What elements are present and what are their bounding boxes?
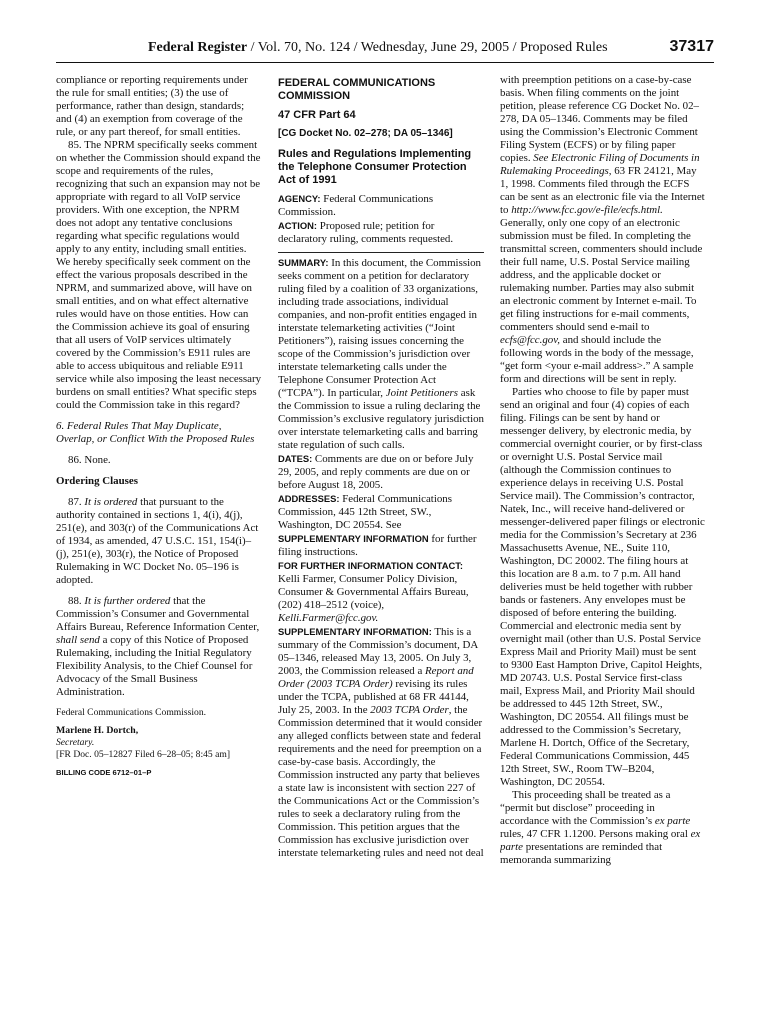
p87-text: that pursuant to the authority contained in sections 1, 4(i), 4(j), 251(e), and 303(r) of the Communications Act of 1934, as amended, 47 U.S.C. 151, 154(i)–(j), 251(e), 303(r), the Notice of Proposed Rulemaking in WC Docket No. 05–196 is adopted. — [56, 496, 259, 586]
paragraph-85: 85. The NPRM specifically seeks comment on whether the Commission should expand the scope and requirements of the rules, recognizing that such an expansion may not be appropriate with regard to all VoIP service providers. With one exception, the NPRM does not adopt any tentative conclusions regarding what specific regulations would apply to any entity, including small entities. We hereby specifically seek comment on the effect the various proposals described in the NPRM, and summarized above, will have on small entities, and on what effect alternative rules would have on those entities. How can the Commission achieve its goal of ensuring that all users of VoIP services ultimately covered by the Commission’s E911 rules are able to access ubiquitous and reliable E911 service while also imposing the least necessary burdens on small entities? What specific steps could the Commission take in this regard? — [56, 139, 262, 411]
paragraph-87 — [56, 496, 262, 587]
exparte-text-c: presentations are reminded that memoranda summarizing — [500, 841, 663, 866]
addresses-field — [278, 492, 484, 559]
p87-number: 87. — [68, 496, 85, 508]
supp-text-a: This is a summary of the Commission’s document, DA 05–1346, released May 13, 2005. On July 3, 2003, the Commission released a — [278, 626, 478, 677]
agency-label: AGENCY: — [278, 193, 321, 204]
exparte-emphasis-2: ex parte — [500, 828, 701, 853]
contact-field — [278, 559, 484, 625]
column-1 — [56, 74, 262, 1022]
p88-emphasis-2: shall send — [56, 634, 100, 646]
paragraph-86: 86. None. — [68, 454, 111, 466]
p88-number: 88. — [68, 595, 85, 607]
ex-parte-paragraph — [500, 789, 706, 867]
exparte-emphasis-1: ex parte — [654, 815, 691, 827]
fr-doc-line: [FR Doc. 05–12827 Filed 6–28–05; 8:45 am] — [56, 749, 231, 760]
p87-emphasis: It is ordered — [84, 496, 138, 508]
exparte-text-a: This proceeding shall be treated as a “permit but disclose” proceeding in accordance with the Commission’s — [500, 789, 671, 827]
docket-number: [CG Docket No. 02–278; DA 05–1346] — [278, 128, 453, 139]
addresses-text-a: Federal Communications Commission, 445 12th Street, SW., Washington, DC 20554. See — [278, 493, 452, 531]
filing-citation: See Electronic Filing of Documents in Rulemaking Proceedings, — [500, 152, 700, 177]
filing-text-c: Generally, only one copy of an electronic submission must be filed. In completing the transmittal screen, commenters should include their full name, U.S. Postal Service mailing address, and the applicable docket or rulemaking number. Parties may also submit an electronic comment by Internet e-mail. To get filing instructions for e-mail comments, commenters should send e-mail to — [500, 217, 703, 333]
ecfs-email: ecfs@fcc.gov, — [500, 334, 561, 346]
p88-text-a: that the Commission’s Consumer and Governmental Affairs Bureau, Reference Information Center, — [56, 595, 260, 633]
supp-text-c: , the Commission determined that it would consider any alleged conflicts between state and federal requirements and the need for preemption on a case-by-case basis. Accordingly, the Commission instructed any party that believes a state law is inconsistent with section 227 of the Communications Act or the Commission’s rules to seek a declaratory ruling from the Commission. This petition argues that the Commission has exclusive jurisdiction over interstate telemarketing rules and need not deal — [278, 704, 484, 859]
billing-code: BILLING CODE 6712–01–P — [56, 767, 152, 777]
dates-label: DATES: — [278, 453, 313, 464]
paragraph-continued: compliance or reporting requirements under the rule for small entities; (3) the use of performance, rather than design, standards; and (4) an exemption from coverage of the rule, or any part thereof, for small entities. — [56, 74, 248, 138]
supp-text-b: revising its rules under the TCPA, published at 68 FR 44144, July 25, 2003. In the — [278, 678, 469, 716]
header-details: / Vol. 70, No. 124 / Wednesday, June 29, 2005 / Proposed Rules — [247, 40, 608, 55]
signer-name: Marlene H. Dortch, — [56, 724, 139, 736]
contact-text: Kelli Farmer, Consumer Policy Division, Consumer & Governmental Affairs Bureau, (202) 418–2512 (voice), — [278, 573, 469, 611]
header-rule — [56, 62, 714, 63]
action-field — [278, 219, 484, 246]
paper-filing-paragraph: Parties who choose to file by paper must send an original and four (4) copies of each filing. Filings can be sent by hand or messenger delivery, by electronic media, by commercial overnight courier, or by first-class or overnight U.S. Postal Service mail (although the Commission continues to experience delays in receiving U.S. Postal Service mail). The Commission’s contractor, Natek, Inc., will receive hand-delivered or messenger-delivered paper filings or electronic media for the Commission’s Secretary at 236 Massachusetts Avenue, NE., Suite 110, Washington, DC 20002. The filing hours at this location are 8 a.m. to 7 p.m. All hand deliveries must be held together with rubber bands or fasteners. Any envelopes must be disposed of before entering the building. Commercial and electronic media sent by overnight mail (other than U.S. Postal Service Express Mail and Priority Mail) must be sent to 9300 East Hampton Drive, Capitol Heights, MD 20743. U.S. Postal Service first-class mail, Express Mail, and Priority Mail should be addressed to 445 12th Street, SW., Washington, DC 20554. All filings must be addressed to the Commission’s Secretary, Marlene H. Dortch, Office of the Secretary, Federal Communications Commission, 445 12th Street, SW., Room TW–B204, Washington, DC 20554. — [500, 386, 705, 788]
supplementary-label: SUPPLEMENTARY INFORMATION: — [278, 626, 432, 637]
column-3 — [500, 74, 706, 1022]
agency-value: Federal Communications Commission. — [278, 193, 434, 218]
running-header — [56, 38, 714, 60]
agency-heading: FEDERAL COMMUNICATIONS COMMISSION — [278, 77, 436, 102]
document-title: Rules and Regulations Implementing the Telephone Consumer Protection Act of 1991 — [278, 148, 472, 186]
supplementary-field — [278, 625, 484, 860]
summary-field — [278, 256, 484, 452]
summary-label: SUMMARY: — [278, 257, 329, 268]
summary-divider — [278, 252, 484, 253]
signer-title: Secretary. — [56, 736, 95, 748]
supp-emphasis-1: Report and Order (2003 TCPA Order) — [278, 665, 474, 690]
header-citation — [148, 40, 608, 56]
signature-agency: Federal Communications Commission. — [56, 707, 207, 718]
addresses-label: ADDRESSES: — [278, 493, 340, 504]
dates-field — [278, 452, 484, 492]
ordering-clauses-heading: Ordering Clauses — [56, 475, 138, 487]
p88-text-b: a copy of this Notice of Proposed Rulemaking, including the Initial Regulatory Flexibility Analysis, to the Chief Counsel for Advocacy of the Small Business Administration. — [56, 634, 253, 698]
filing-text-d: and should include the following words in the body of the message, “get form <your e-mail address>.” A sample form and directions will be sent in reply. — [500, 334, 694, 385]
addresses-text-b: for further filing instructions. — [278, 533, 477, 558]
cfr-part: 47 CFR Part 64 — [278, 109, 356, 121]
filing-text-a: with preemption petitions on a case-by-case basis. When filing comments on the joint petition, please reference CG Docket No. 02–278, DA 05–1346. Comments may be filed using the Commission’s Electronic Comment Filing System (ECFS) or by filing paper copies. — [500, 74, 699, 164]
supp-emphasis-2: 2003 TCPA Order — [370, 704, 449, 716]
contact-email: Kelli.Farmer@fcc.gov. — [278, 612, 379, 624]
dates-value: Comments are due on or before July 29, 2005, and reply comments are due on or before August 18, 2005. — [278, 453, 474, 491]
section-heading-6: 6. Federal Rules That May Duplicate, Overlap, or Conflict With the Proposed Rules — [56, 420, 255, 445]
addresses-reference: SUPPLEMENTARY INFORMATION — [278, 533, 429, 544]
journal-name: Federal Register — [148, 40, 248, 55]
p88-emphasis: It is further ordered — [84, 595, 171, 607]
agency-field — [278, 192, 484, 219]
summary-emphasis: Joint Petitioners — [385, 387, 459, 399]
exparte-text-b: rules, 47 CFR 1.1200. Persons making oral — [500, 828, 691, 840]
page-number: 37317 — [669, 38, 714, 55]
column-2 — [278, 74, 484, 1022]
action-label: ACTION: — [278, 220, 318, 231]
paragraph-88 — [56, 595, 262, 699]
contact-label: FOR FURTHER INFORMATION CONTACT: — [278, 560, 464, 571]
summary-text-b: ask the Commission to issue a ruling declaring the Commission’s exclusive regulatory jurisdiction over interstate telemarketing calls and barring state regulation of such calls. — [278, 387, 484, 451]
summary-text-a: In this document, the Commission seeks comment on a petition for declaratory ruling filed by a coalition of 33 organizations, including trade associations, individual companies, and non-profit entities engaged in interstate telemarketing activities (“Joint Petitioners”), raising issues concerning the scope of the Commission’s jurisdiction over interstate telemarketing calls under the Telephone Consumer Protection Act (“TCPA”). In particular, — [278, 257, 481, 399]
ecfs-url: http://www.fcc.gov/e-file/ecfs.html. — [511, 204, 663, 216]
filing-text-b: 63 FR 24121, May 1, 1998. Comments filed through the ECFS can be sent as an electronic file via the Internet to — [500, 165, 705, 216]
filing-paragraph — [500, 74, 706, 386]
action-value: Proposed rule; petition for declaratory ruling, comments requested. — [278, 220, 454, 245]
